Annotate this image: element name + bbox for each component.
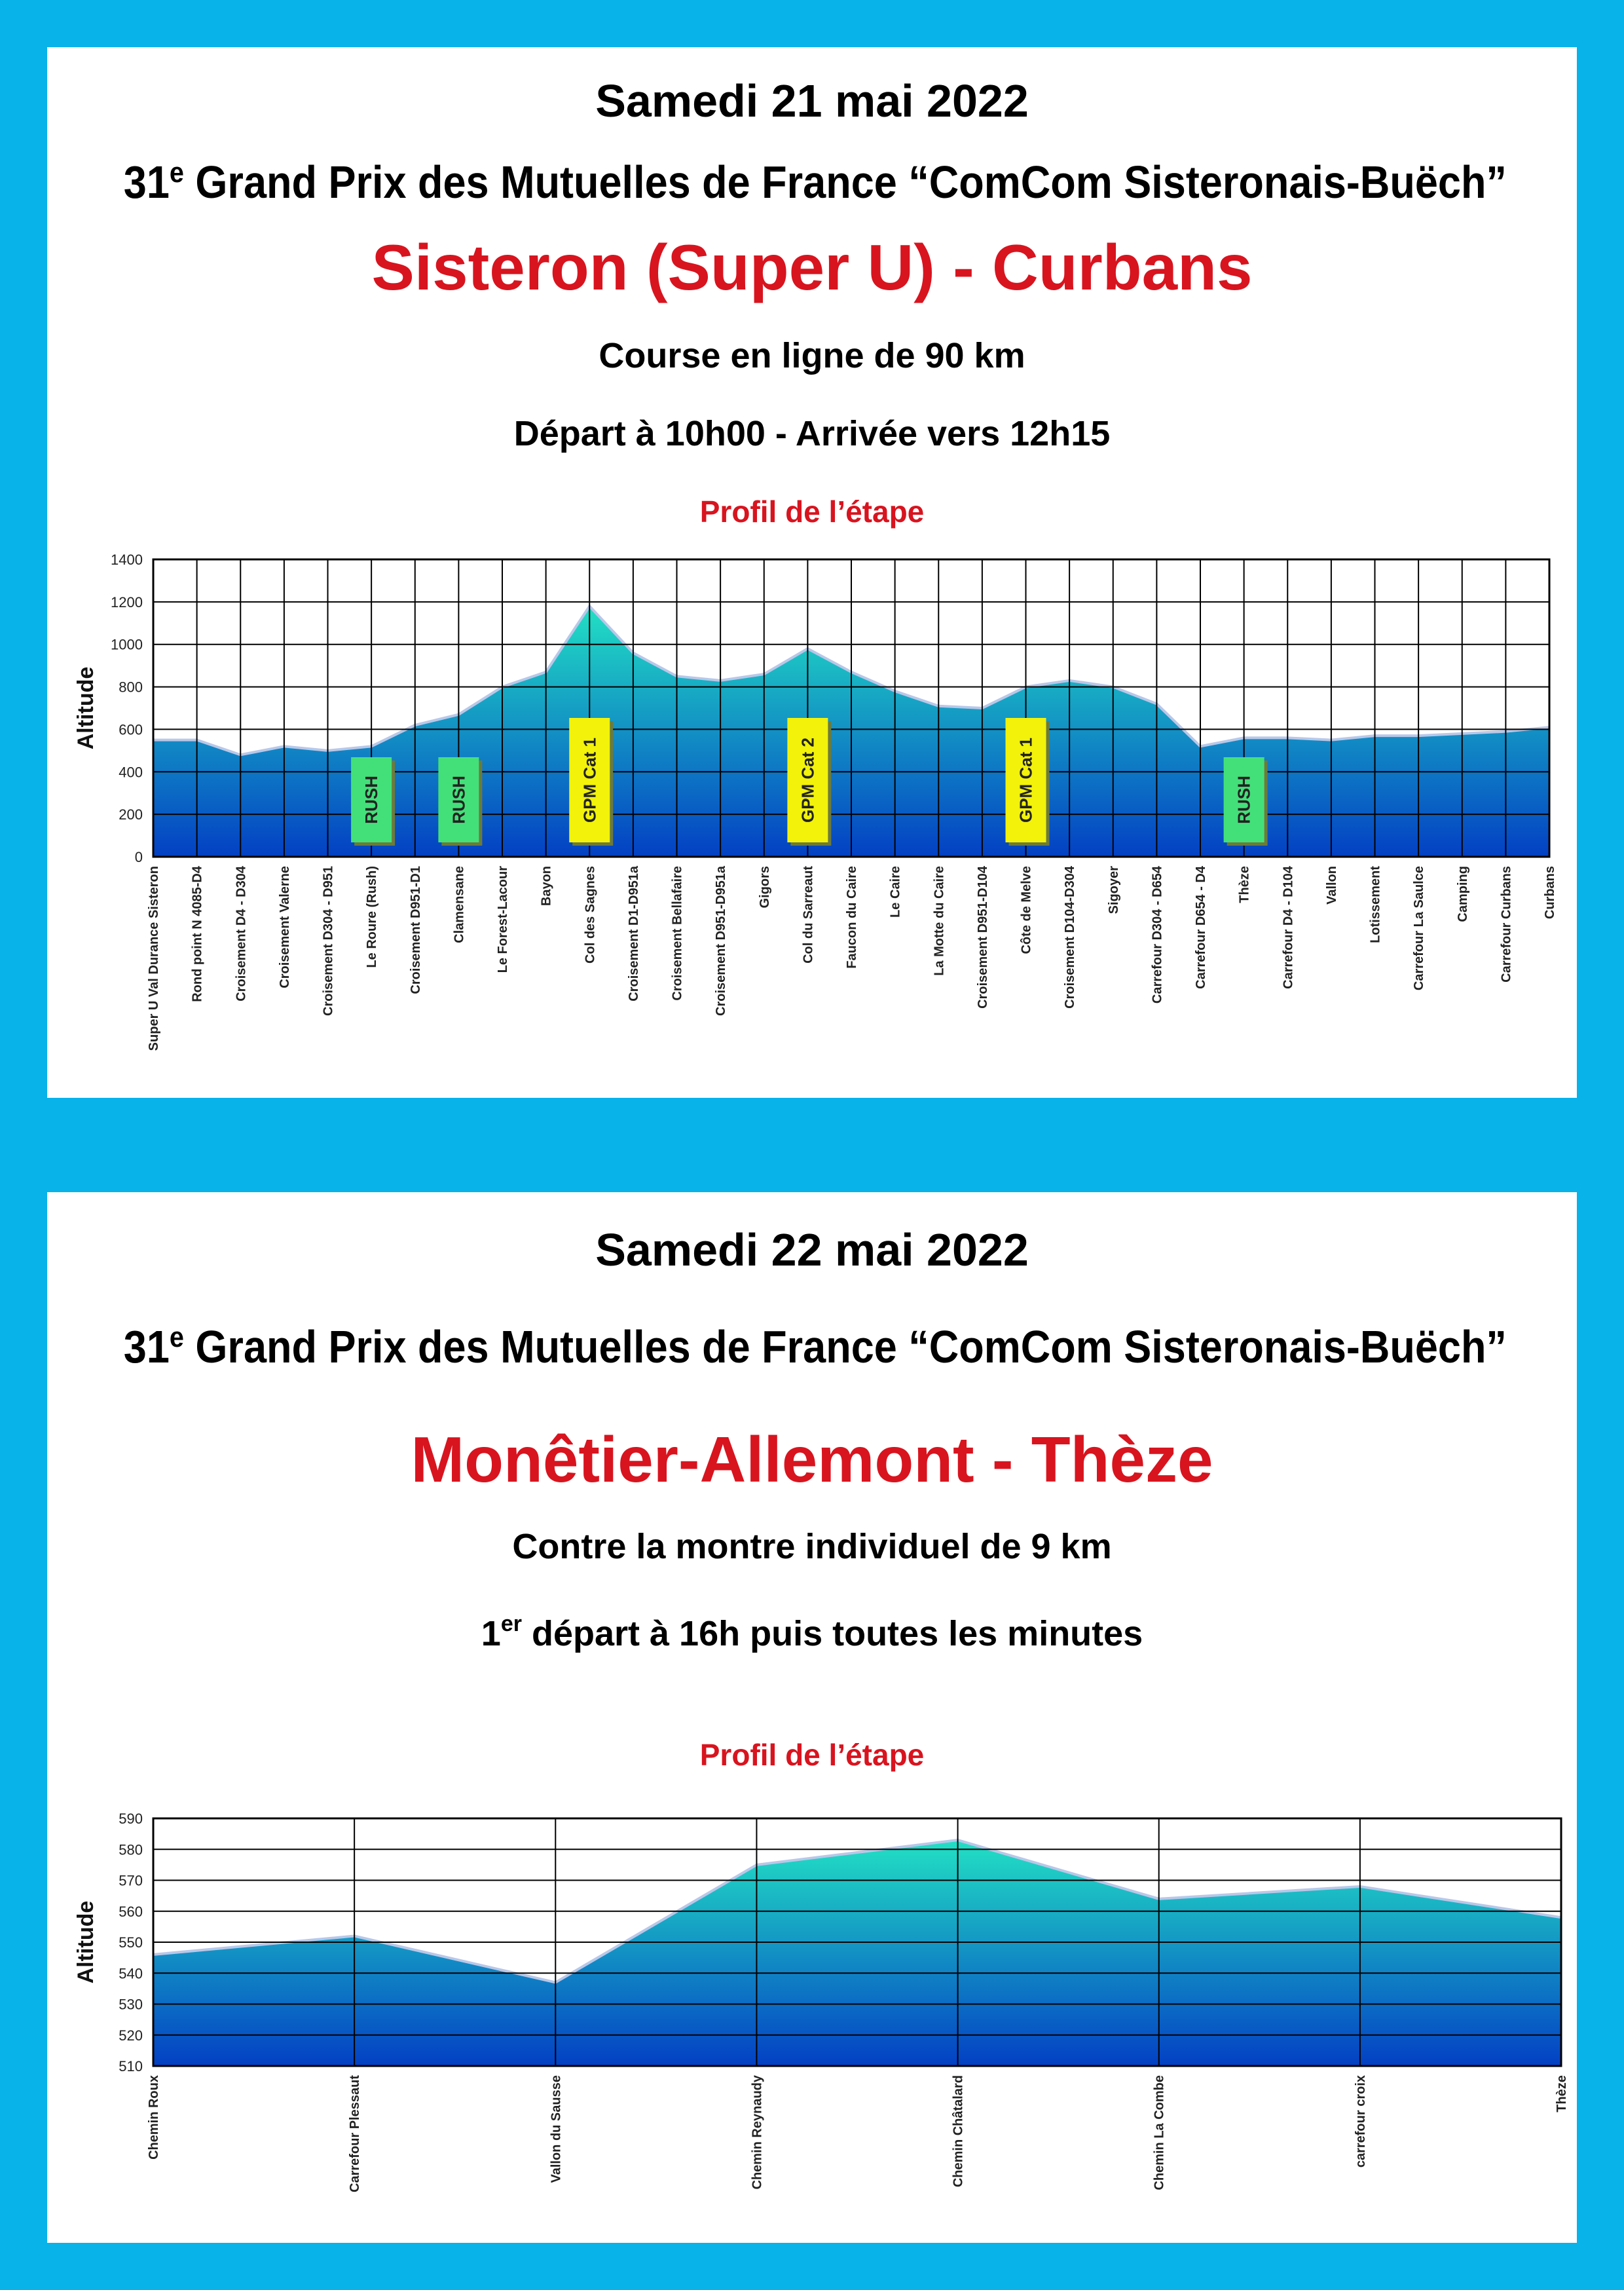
- x-tick-label: Carrefour D654 - D4: [1194, 866, 1208, 989]
- stage-marker: [1224, 757, 1268, 846]
- stage-marker: [438, 757, 482, 846]
- y-tick-label: 560: [119, 1903, 143, 1920]
- y-tick-label: 530: [119, 1996, 143, 2013]
- y-tick-label: 550: [119, 1934, 143, 1951]
- stage-schedule: Départ à 10h00 - Arrivée vers 12h15: [513, 414, 1111, 453]
- x-tick-label: Bayon: [539, 866, 554, 907]
- x-tick-label: La Motte du Caire: [932, 866, 947, 976]
- x-tick-label: Carrefour La Saulce: [1412, 866, 1427, 991]
- y-tick-label: 800: [119, 679, 143, 696]
- stage-marker: [1006, 718, 1050, 846]
- x-tick-label: Thèze: [1555, 2075, 1569, 2112]
- elevation-profile-chart-2: [47, 1192, 1577, 2243]
- x-tick-label: Thèze: [1237, 866, 1252, 903]
- x-tick-label: Croisement D104-D304: [1063, 866, 1078, 1009]
- y-axis-title: Altitude: [73, 666, 98, 750]
- x-tick-label: Chemin Châtalard: [951, 2075, 966, 2188]
- marker-label: RUSH: [361, 776, 382, 824]
- y-tick-label: 600: [119, 721, 143, 738]
- y-tick-label: 590: [119, 1811, 143, 1827]
- stage-type: Course en ligne de 90 km: [599, 336, 1025, 375]
- x-tick-label: Col du Sarreaut: [801, 866, 816, 964]
- x-tick-label: Vallon du Sausse: [549, 2075, 564, 2183]
- x-tick-label: Clamensane: [452, 866, 467, 943]
- x-tick-label: Côte de Melve: [1019, 866, 1034, 954]
- y-tick-label: 0: [134, 849, 143, 865]
- race-name: 31e Grand Prix des Mutuelles de France “ComCom Sisteronais-Buëch”: [123, 157, 1507, 208]
- x-tick-label: Carrefour D304 - D654: [1150, 866, 1165, 1004]
- elevation-profile-chart-1: [47, 47, 1577, 1098]
- x-tick-label: Croisement Valerne: [277, 866, 292, 988]
- y-tick-label: 510: [119, 2058, 143, 2074]
- x-tick-label: Croisement D951-D1: [408, 866, 423, 994]
- race-name: 31e Grand Prix des Mutuelles de France “ComCom Sisteronais-Buëch”: [123, 1321, 1507, 1372]
- x-tick-label: Le Caire: [888, 866, 903, 918]
- profile-title: Profil de l’étape: [699, 495, 925, 529]
- y-tick-label: 1000: [111, 636, 143, 653]
- x-tick-label: Rond point N 4085-D4: [190, 866, 205, 1002]
- x-tick-label: Col des Sagnes: [583, 866, 598, 964]
- marker-label: GPM Cat 1: [580, 737, 600, 823]
- x-tick-label: Croisement D4 - D304: [234, 866, 249, 1002]
- stage-marker: [569, 718, 613, 846]
- y-tick-label: 1200: [111, 593, 143, 610]
- x-tick-label: Chemin Roux: [147, 2075, 161, 2160]
- stage-type: Contre la montre individuel de 9 km: [512, 1527, 1112, 1566]
- profile-title: Profil de l’étape: [699, 1738, 925, 1772]
- stage-panel-2: [47, 1192, 1577, 2243]
- stage-schedule: 1er départ à 16h puis toutes les minutes: [481, 1611, 1143, 1653]
- y-tick-label: 540: [119, 1965, 143, 1982]
- marker-label: RUSH: [449, 776, 469, 824]
- y-tick-label: 570: [119, 1872, 143, 1889]
- marker-label: GPM Cat 1: [1016, 737, 1036, 823]
- x-tick-label: Le Roure (Rush): [365, 866, 380, 968]
- marker-label: GPM Cat 2: [798, 737, 818, 823]
- x-tick-label: Croisement D1-D951a: [626, 866, 641, 1002]
- stage-route: Monêtier-Allemont - Thèze: [411, 1423, 1213, 1495]
- stage-panel-1: [47, 47, 1577, 1098]
- x-tick-label: Croisement D951-D951a: [714, 866, 729, 1016]
- y-tick-label: 580: [119, 1841, 143, 1858]
- x-tick-label: Chemin Reynaudy: [750, 2075, 765, 2190]
- y-axis-title: Altitude: [73, 1900, 98, 1984]
- y-tick-label: 400: [119, 764, 143, 781]
- y-tick-label: 1400: [111, 552, 143, 568]
- x-tick-label: Croisement Bellafaire: [670, 866, 685, 1001]
- x-tick-label: Croisement D304 - D951: [321, 866, 336, 1016]
- x-tick-label: Vallon: [1324, 866, 1339, 905]
- stage-marker: [351, 757, 395, 846]
- x-tick-label: Gigors: [757, 866, 772, 909]
- x-tick-label: Curbans: [1543, 866, 1557, 920]
- stage-date: Samedi 22 mai 2022: [595, 1224, 1029, 1275]
- x-tick-label: Carrefour Plessaut: [348, 2075, 363, 2192]
- y-tick-label: 520: [119, 2027, 143, 2044]
- x-tick-label: Lotissement: [1368, 866, 1383, 943]
- x-tick-label: Chemin La Combe: [1152, 2075, 1167, 2190]
- y-tick-label: 200: [119, 806, 143, 823]
- x-tick-label: Carrefour Curbans: [1499, 866, 1514, 983]
- stage-date: Samedi 21 mai 2022: [595, 75, 1029, 126]
- stage-marker: [787, 718, 831, 846]
- x-tick-label: Sigoyer: [1106, 866, 1121, 914]
- stage-route: Sisteron (Super U) - Curbans: [371, 231, 1253, 303]
- x-tick-label: carrefour croix: [1353, 2075, 1368, 2168]
- x-tick-label: Croisement D951-D104: [975, 866, 990, 1009]
- x-tick-label: Super U Val Durance Sisteron: [147, 866, 161, 1051]
- elevation-area: [153, 1840, 1561, 2066]
- marker-label: RUSH: [1234, 776, 1254, 824]
- x-tick-label: Le Forest-Lacour: [496, 866, 510, 973]
- x-tick-label: Carrefour D4 - D104: [1281, 866, 1296, 989]
- x-tick-label: Camping: [1455, 866, 1470, 922]
- x-tick-label: Faucon du Caire: [845, 866, 859, 969]
